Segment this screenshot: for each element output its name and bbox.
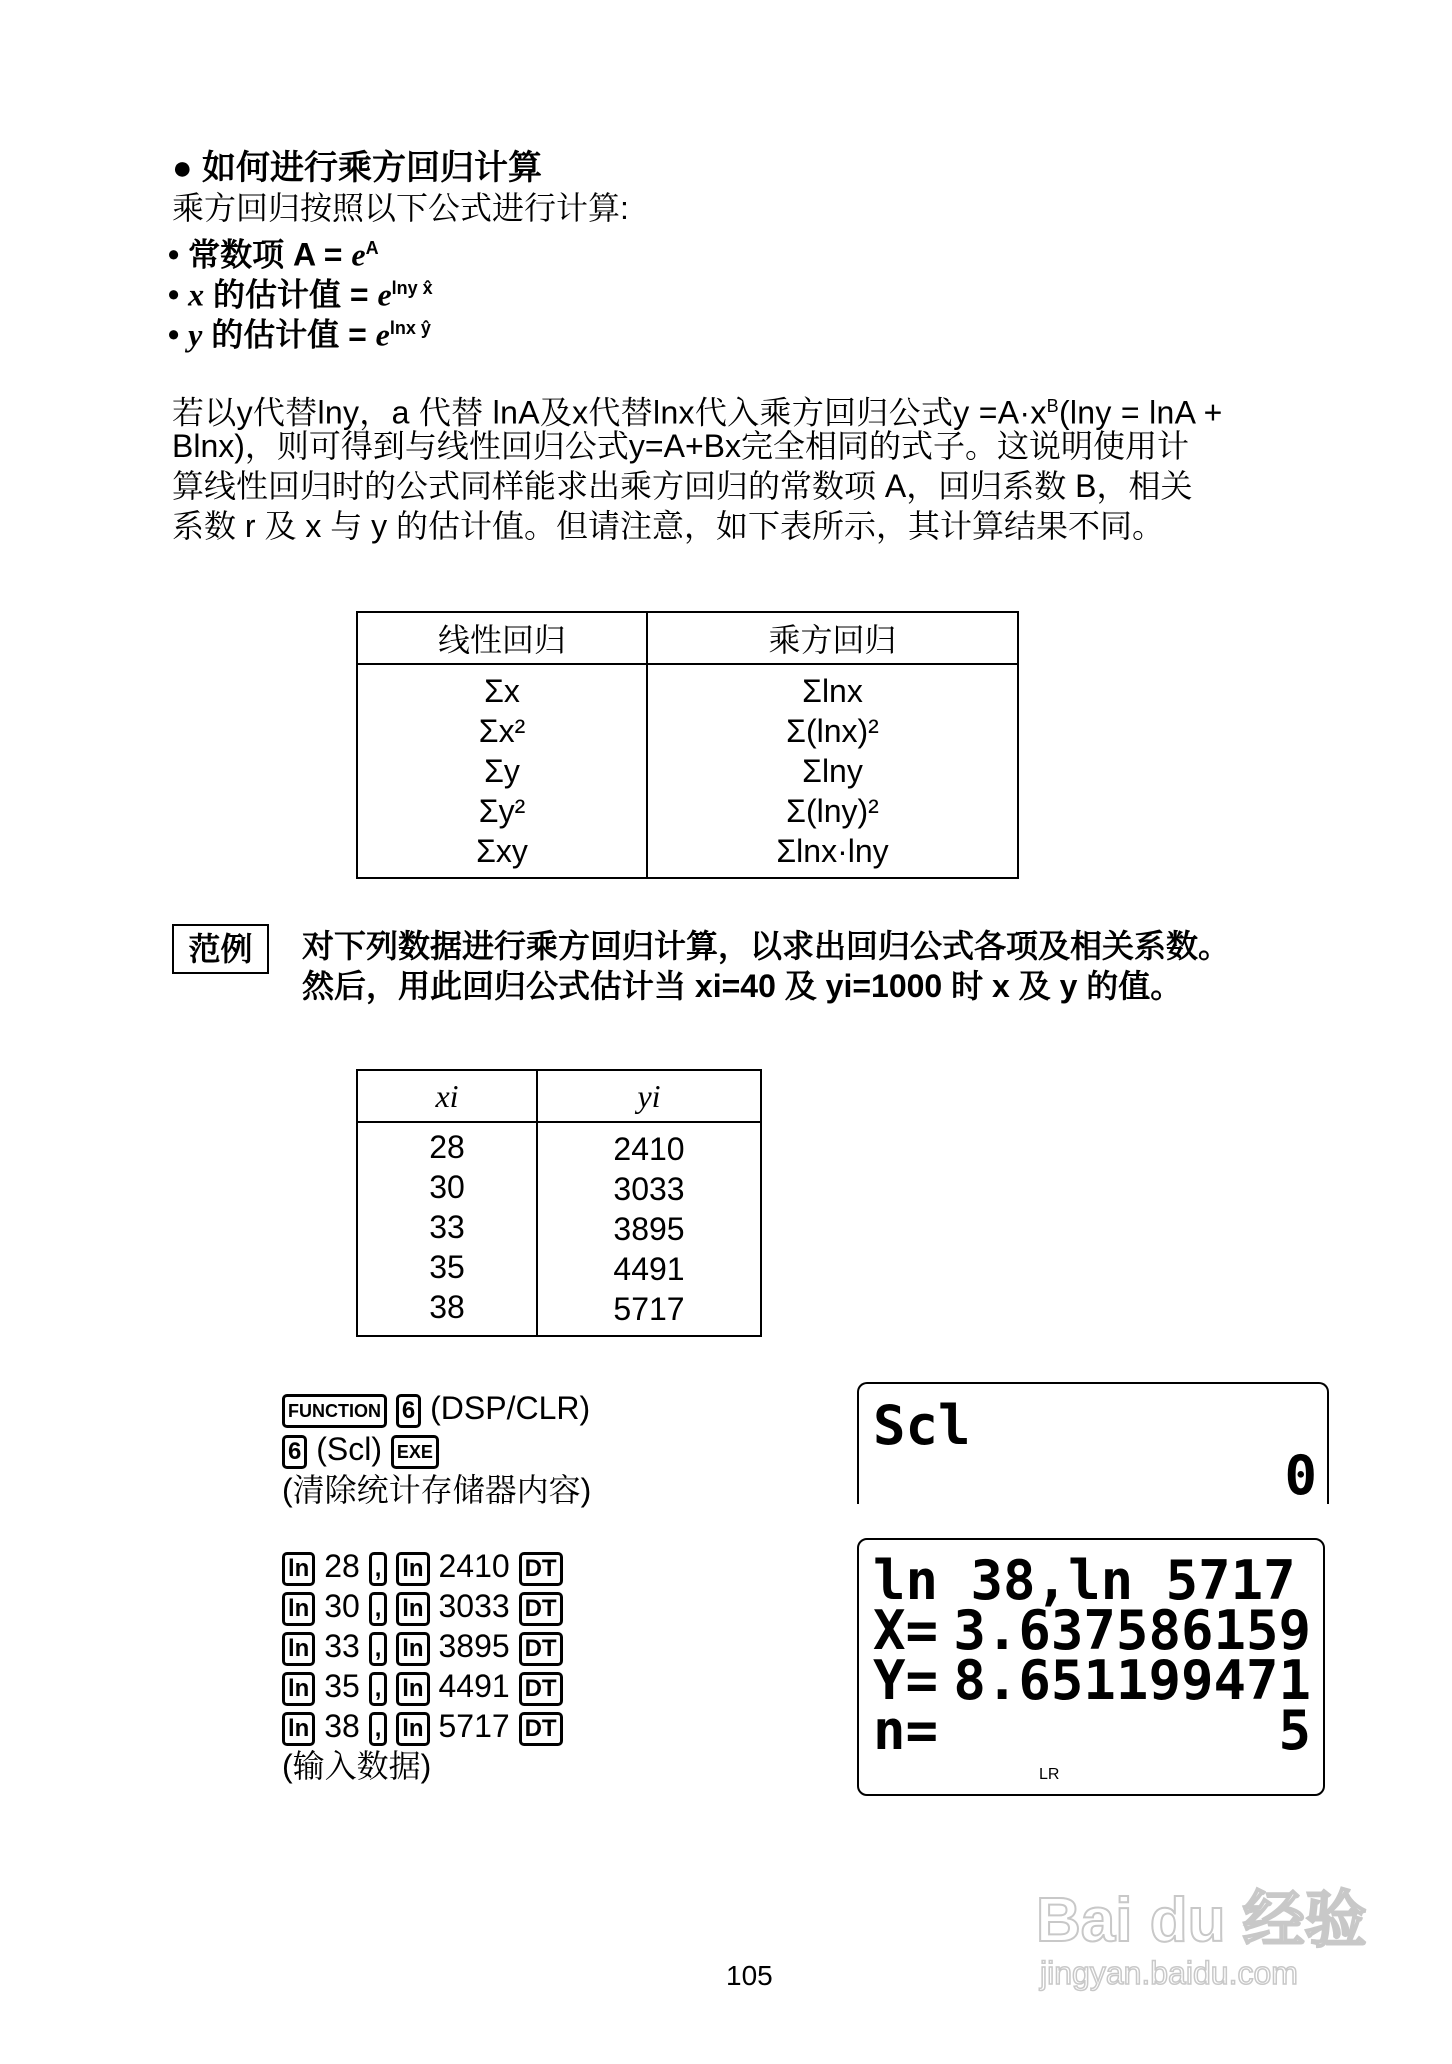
dt-key: DT [519, 1712, 563, 1746]
ln-key: ln [396, 1672, 429, 1706]
ln-key: ln [396, 1592, 429, 1626]
power-sums: Σlnx Σ(lnx)² Σlny Σ(lny)² Σlnx·lny [647, 664, 1018, 878]
example-line: 对下列数据进行乘方回归计算，以求出回归公式各项及相关系数。 [302, 928, 1231, 964]
six-key: 6 [282, 1435, 307, 1469]
lcd-line: ln 38,ln 5717 [873, 1549, 1296, 1612]
key-sequence-dsp: FUNCTION 6 (DSP/CLR) [282, 1388, 590, 1428]
page-number: 105 [726, 1960, 773, 1991]
lcd-y-row: Y= 8.651199471 [873, 1649, 1311, 1712]
exe-key: EXE [391, 1435, 439, 1469]
paragraph-line: 若以y代替lny，a 代替 lnA及x代替lnx代入乘方回归公式$y =A\cdot x^B(\ln y = \ln A$ + [172, 394, 1223, 431]
baidu-watermark-logo: Bai du 经验 [1036, 1886, 1367, 1955]
lr-indicator: LR [1039, 1766, 1060, 1783]
ln-key: ln [282, 1592, 315, 1626]
six-key: 6 [396, 1394, 421, 1428]
section-title: ● 如何进行乘方回归计算 [172, 149, 542, 187]
formula-y-estimate: • y 的估计值 = $e^{lnx ŷ}$ [168, 316, 431, 353]
header-xi: xi [357, 1070, 537, 1122]
ln-key: ln [396, 1552, 429, 1586]
key-sequence-row: ln 30 , ln 3033 DT [282, 1586, 563, 1626]
key-sequence-row: ln 35 , ln 4491 DT [282, 1666, 563, 1706]
ln-key: ln [282, 1712, 315, 1746]
input-note: (输入数据) [282, 1748, 432, 1784]
example-label: 范例 [172, 924, 269, 974]
ln-key: ln [396, 1632, 429, 1666]
lcd-line: Scl [873, 1394, 971, 1457]
comma-key: , [369, 1592, 388, 1626]
lcd-display-clear [857, 1382, 1329, 1507]
yi-values: 2410 3033 3895 4491 5717 [537, 1122, 761, 1336]
formula-x-estimate: • x 的估计值 = $e^{lny x̂}$ [168, 276, 433, 313]
example-line: 然后，用此回归公式估计当 xi=40 及 yi=1000 时 x 及 y 的值。 [302, 968, 1183, 1004]
comma-key: , [369, 1672, 388, 1706]
function-key: FUNCTION [282, 1394, 387, 1428]
paragraph-line: 系数 r 及 x 与 y 的估计值。但请注意，如下表所示，其计算结果不同。 [172, 508, 1165, 544]
formula-constant: • 常数项 $A = e^A$ [168, 236, 379, 273]
comma-key: , [369, 1552, 388, 1586]
ln-key: ln [396, 1712, 429, 1746]
comma-key: , [369, 1632, 388, 1666]
dt-key: DT [519, 1632, 563, 1666]
ln-key: ln [282, 1552, 315, 1586]
dt-key: DT [519, 1552, 563, 1586]
intro-text: 乘方回归按照以下公式进行计算: [172, 190, 629, 226]
clear-note: (清除统计存储器内容) [282, 1472, 592, 1508]
header-power: 乘方回归 [647, 612, 1018, 664]
data-table [356, 1069, 762, 1337]
linear-sums: Σx Σx² Σy Σy² Σxy [476, 673, 528, 869]
key-sequence-row: ln 33 , ln 3895 DT [282, 1626, 563, 1666]
lcd-x-row: X= 3.637586159 [873, 1599, 1311, 1662]
lcd-display-result [857, 1538, 1325, 1796]
dt-key: DT [519, 1592, 563, 1626]
lcd-n-row: n= 5 [873, 1699, 1311, 1762]
watermark-url: jingyan.baidu.com [1040, 1955, 1298, 1991]
paragraph-line: Blnx)，则可得到与线性回归公式y=A+Bx完全相同的式子。这说明使用计 [172, 428, 1189, 464]
dt-key: DT [519, 1672, 563, 1706]
comparison-table [356, 611, 1019, 879]
xi-values: 28 30 33 35 38 [429, 1129, 465, 1325]
comma-key: , [369, 1712, 388, 1746]
key-sequence-scl: 6 (Scl) EXE [282, 1429, 439, 1469]
key-sequence-row: ln 28 , ln 2410 DT [282, 1546, 563, 1586]
paragraph-line: 算线性回归时的公式同样能求出乘方回归的常数项 A，回归系数 B，相关 [172, 468, 1193, 504]
key-sequence-row: ln 38 , ln 5717 DT [282, 1706, 563, 1746]
ln-key: ln [282, 1672, 315, 1706]
header-yi: yi [537, 1070, 761, 1122]
lcd-value: 0 [1284, 1444, 1317, 1507]
ln-key: ln [282, 1632, 315, 1666]
header-linear: 线性回归 [357, 612, 647, 664]
